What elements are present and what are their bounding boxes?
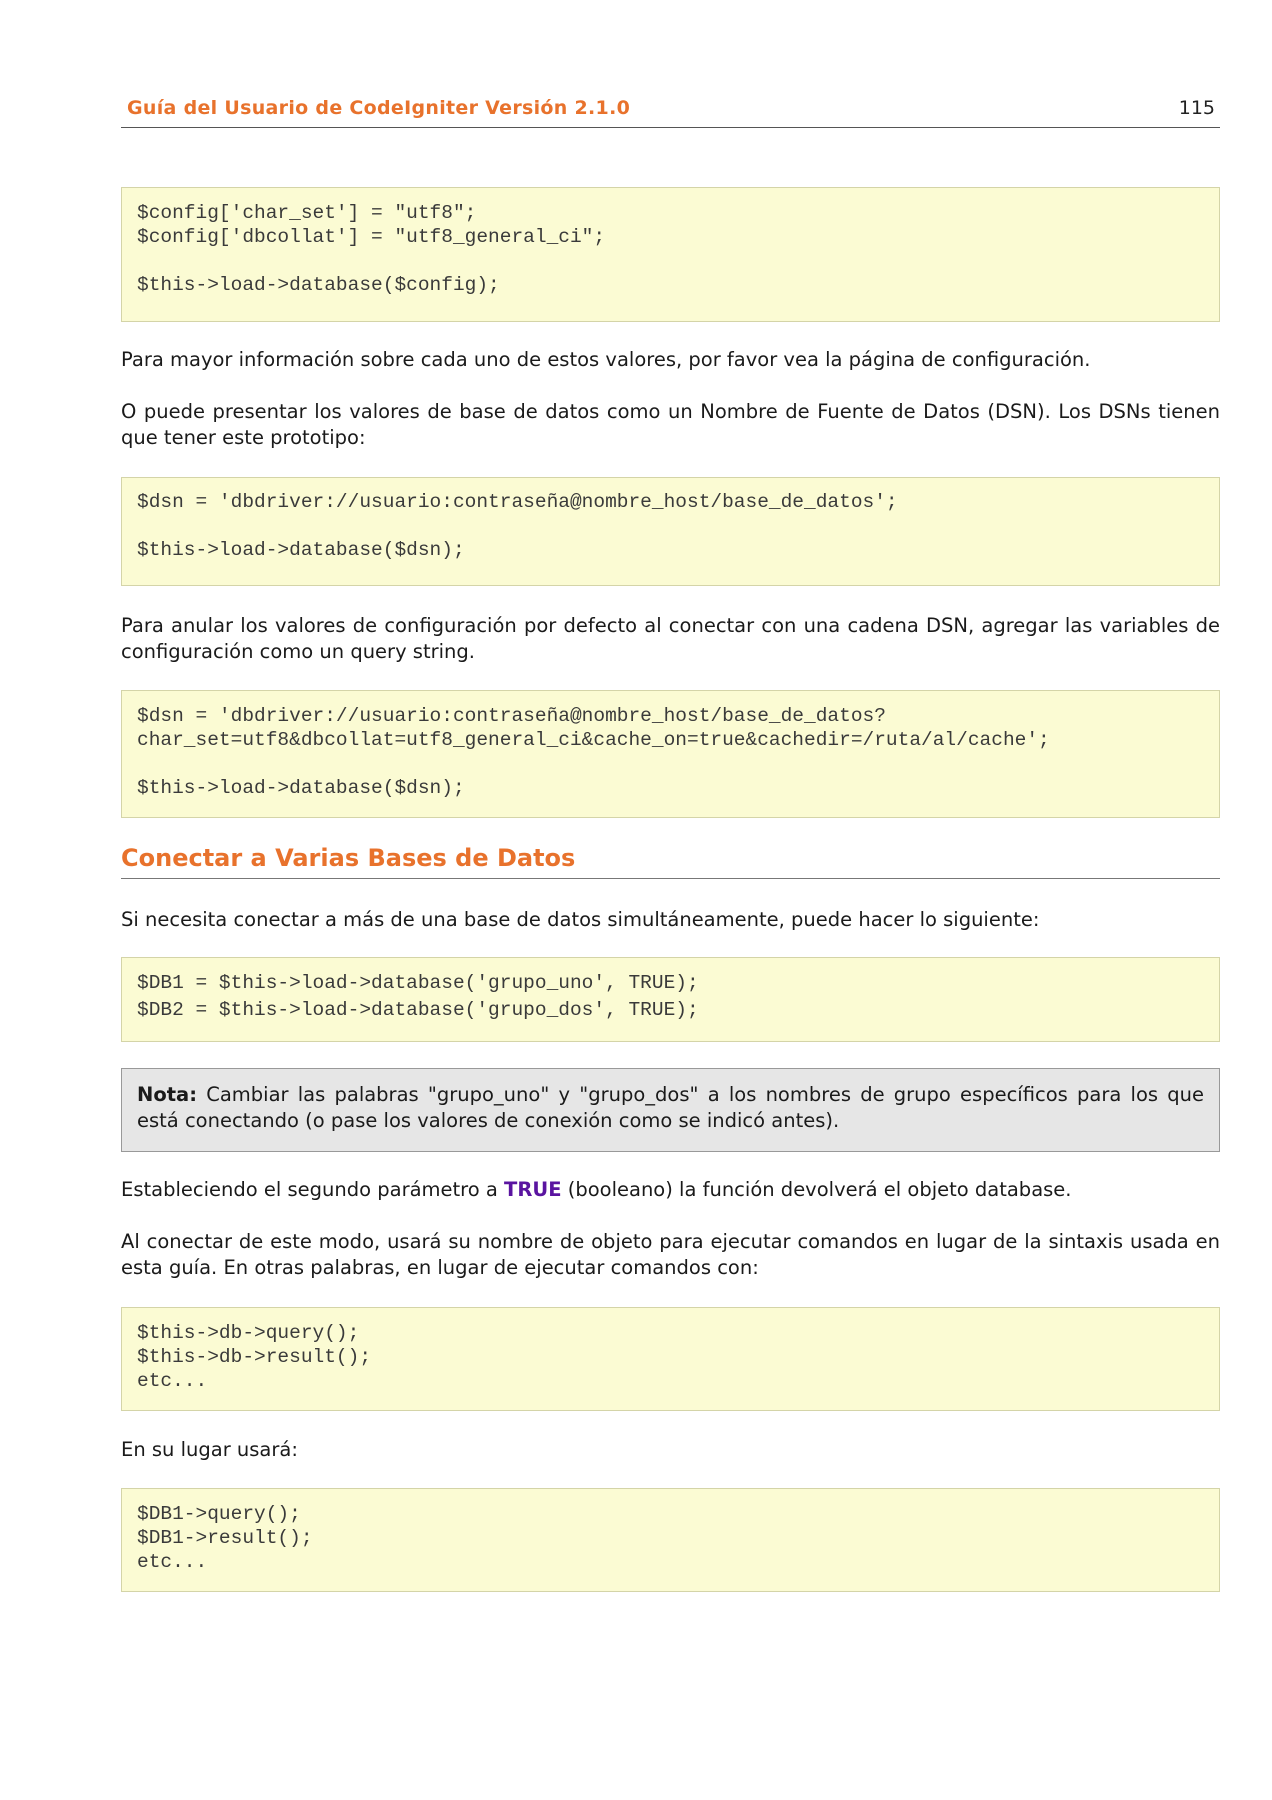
code-line: $dsn = 'dbdriver://usuario:contraseña@nombre_host/base_de_datos'; xyxy=(137,491,898,513)
code-block-db1 xyxy=(121,1488,1220,1592)
code-line: $DB1->result(); xyxy=(137,1527,313,1549)
paragraph-text: Estableciendo el segundo parámetro a xyxy=(121,1178,505,1201)
code-line: $this->db->query(); xyxy=(137,1322,360,1344)
code-line: $DB2 = $this->load->database('grupo_dos', TRUE); xyxy=(137,999,699,1021)
code-line: $DB1 = $this->load->database('grupo_uno', TRUE); xyxy=(137,972,699,994)
code-block-multi-db xyxy=(121,957,1220,1042)
paragraph-instead: En su lugar usará: xyxy=(121,1438,298,1461)
paragraph-multiple-db: Si necesita conectar a más de una base de datos simultáneamente, puede hacer lo siguiente: xyxy=(121,908,1040,931)
page-number: 115 xyxy=(1178,97,1215,119)
code-line: $dsn = 'dbdriver://usuario:contraseña@nombre_host/base_de_datos? xyxy=(137,705,886,727)
code-line: $this->db->result(); xyxy=(137,1346,372,1368)
paragraph-dsn-intro: O puede presentar los valores de base de datos como un Nombre de Fuente de Datos (DSN). Los DSNs tienen que tener este prototipo: xyxy=(121,400,1220,449)
code-line: etc... xyxy=(137,1551,208,1573)
code-line-blank xyxy=(137,249,1204,273)
paragraph-config-info: Para mayor información sobre cada uno de estos valores, por favor vea la página de configuración. xyxy=(121,348,1091,371)
section-heading: Conectar a Varias Bases de Datos xyxy=(121,844,1220,879)
code-line: $this->load->database($dsn); xyxy=(137,777,465,799)
paragraph-true-param xyxy=(121,1177,1220,1203)
paragraph-text: (booleano) la función devolverá el objeto database. xyxy=(561,1178,1072,1201)
code-line-blank xyxy=(137,514,1204,538)
keyword-true: TRUE xyxy=(504,1178,562,1201)
code-line: $DB1->query(); xyxy=(137,1503,301,1525)
code-line-blank xyxy=(137,752,1204,776)
page-header xyxy=(121,97,1220,128)
code-line: $config['char_set'] = "utf8"; xyxy=(137,202,477,224)
code-line: $this->load->database($dsn); xyxy=(137,539,465,561)
code-block-dsn xyxy=(121,477,1220,586)
note-label: Nota: xyxy=(137,1083,197,1106)
note-box xyxy=(121,1068,1220,1152)
code-line: char_set=utf8&dbcollat=utf8_general_ci&cache_on=true&cachedir=/ruta/al/cache'; xyxy=(137,729,1050,751)
paragraph-object-name: Al conectar de este modo, usará su nombre de objeto para ejecutar comandos en lugar de la sintaxis usada en esta guía. En otras palabras, en lugar de ejecutar comandos con: xyxy=(121,1230,1220,1279)
code-line: $this->load->database($config); xyxy=(137,274,500,296)
note-text: Cambiar las palabras "grupo_uno" y "grupo_dos" a los nombres de grupo específicos para los que está conectando (o pase los valores de conexión como se indicó antes). xyxy=(137,1083,1204,1132)
header-title: Guía del Usuario de CodeIgniter Versión 2.1.0 xyxy=(127,97,631,119)
code-block-this-db xyxy=(121,1307,1220,1411)
code-line: etc... xyxy=(137,1370,208,1392)
code-block-config xyxy=(121,187,1220,322)
paragraph-dsn-override: Para anular los valores de configuración por defecto al conectar con una cadena DSN, agregar las variables de configuración como un query string. xyxy=(121,614,1220,663)
code-line: $config['dbcollat'] = "utf8_general_ci"; xyxy=(137,226,606,248)
code-block-dsn-query xyxy=(121,690,1220,818)
